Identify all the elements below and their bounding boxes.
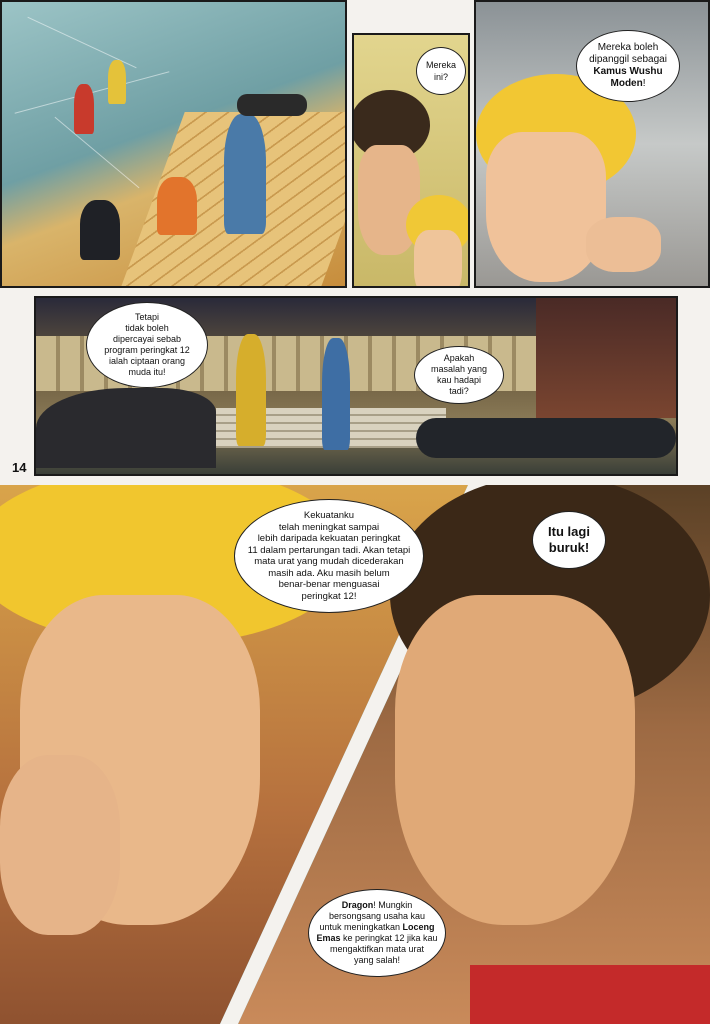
red-shirt — [470, 965, 710, 1024]
speech-bubble: Apakah masalah yang kau hadapi tadi? — [414, 346, 504, 404]
face-dragon — [395, 595, 635, 925]
fallen-fighter-right — [416, 418, 676, 458]
pointing-hand — [586, 217, 661, 272]
floor-crack — [55, 117, 140, 188]
fighter-red — [74, 84, 94, 134]
speech-bubble: Tetapi tidak boleh dipercayai sebab program peringkat 12 ialah ciptaan orang muda itu! — [86, 302, 208, 388]
fighter-yellow — [108, 60, 126, 104]
bubble-bold-text: Loceng Emas — [316, 922, 435, 943]
fighter-yellow — [236, 334, 266, 446]
bar-shelves — [536, 298, 678, 418]
fighter-blue — [224, 114, 266, 234]
bubble-bold-text: Kamus Wushu Moden — [593, 66, 663, 89]
speech-bubble — [576, 30, 680, 102]
bubble-text: ke peringkat 12 jika kau mengaktifkan mata urat yang salah! — [329, 933, 438, 965]
bubble-bold-text: Dragon — [341, 900, 374, 910]
panel-arena-overhead — [0, 0, 347, 288]
fighter-red-shirt — [322, 338, 350, 450]
fallen-fighter-dark — [80, 200, 120, 260]
panel-grand-hall — [34, 296, 678, 476]
panel-two-characters — [352, 33, 470, 288]
panel-faces-closeup — [0, 485, 710, 1024]
panel-blond-pointing — [474, 0, 710, 288]
page-number: 14 — [12, 460, 27, 475]
speech-bubble: Mereka ini? — [416, 47, 466, 95]
bubble-text: ! — [642, 78, 646, 89]
fallen-fighter-left — [36, 388, 216, 468]
speech-bubble: Kekuatanku telah meningkat sampai lebih daripada kekuatan peringkat 11 dalam pertarungan tadi. Akan tetapi mata urat yang mudah dicederakan masih ada. Aku masih belum benar-benar menguasai peringkat 12! — [234, 499, 424, 613]
face-blond — [414, 230, 462, 288]
speech-bubble: Itu lagi buruk! — [532, 511, 606, 569]
bubble-text: Mereka boleh dipanggil sebagai — [589, 42, 667, 65]
speech-bubble — [308, 889, 446, 977]
fighter-orange — [157, 177, 197, 235]
fallen-fighter — [237, 94, 307, 116]
bubble-text: ! Mungkin bersongsang usaha kau untuk meningkatkan — [319, 900, 426, 932]
hand-on-chin — [0, 755, 120, 935]
